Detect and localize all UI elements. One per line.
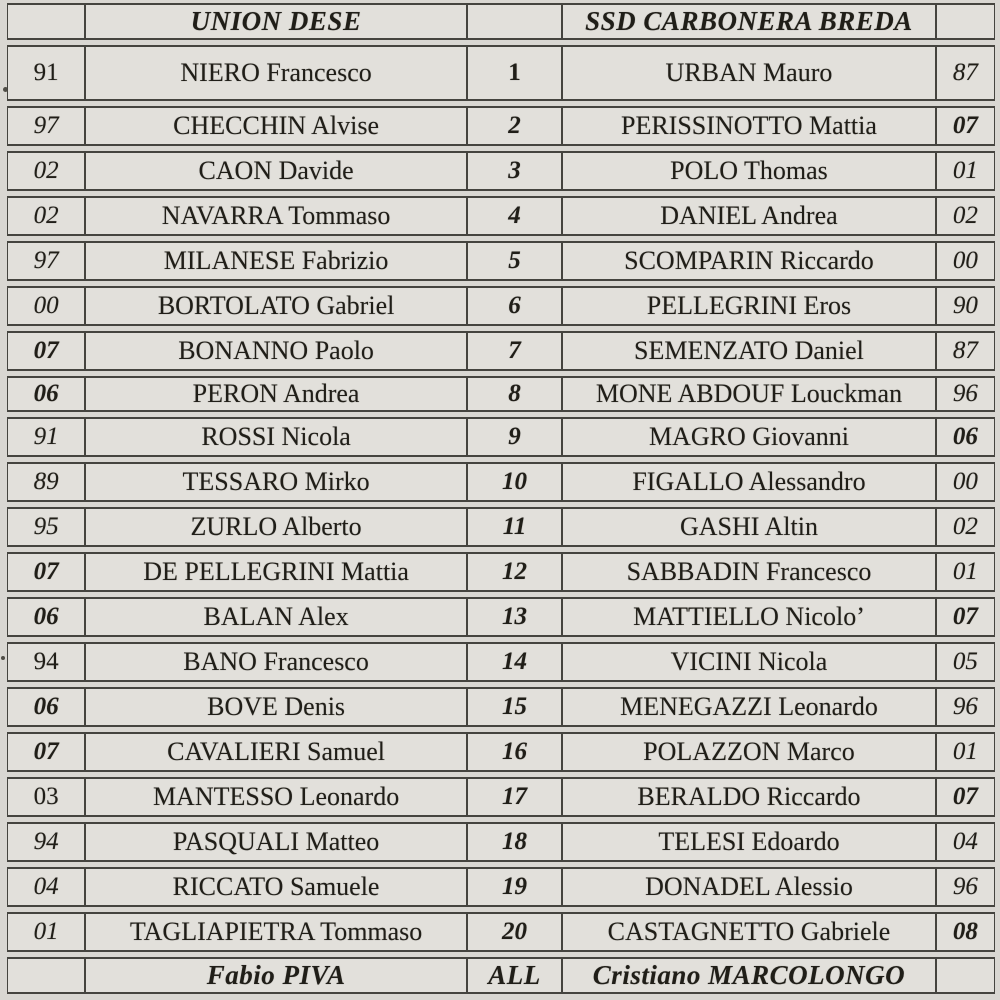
right-player-cell: DANIEL Andrea <box>562 196 936 236</box>
left-player-cell: TAGLIAPIETRA Tommaso <box>85 912 467 952</box>
right-year-cell: 01 <box>936 552 995 592</box>
right-year-cell: 00 <box>936 241 995 281</box>
left-year-cell: 00 <box>7 286 85 326</box>
table-row <box>7 417 995 457</box>
shirt-number-cell: 11 <box>467 507 562 547</box>
right-player-cell: SEMENZATO Daniel <box>562 331 936 371</box>
shirt-number-cell: 13 <box>467 597 562 637</box>
table-row <box>7 376 995 412</box>
left-year-cell: 02 <box>7 196 85 236</box>
shirt-number-cell: 5 <box>467 241 562 281</box>
table-row <box>7 106 995 146</box>
header-empty-left-cell <box>7 3 85 40</box>
table-row <box>7 462 995 502</box>
right-year-cell: 08 <box>936 912 995 952</box>
home-coach-cell: Fabio PIVA <box>85 957 467 994</box>
shirt-number-cell: 20 <box>467 912 562 952</box>
right-year-cell: 90 <box>936 286 995 326</box>
right-player-cell: MONE ABDOUF Louckman <box>562 376 936 412</box>
shirt-number-cell: 9 <box>467 417 562 457</box>
right-player-cell: PERISSINOTTO Mattia <box>562 106 936 146</box>
left-player-cell: NAVARRA Tommaso <box>85 196 467 236</box>
left-player-cell: PASQUALI Matteo <box>85 822 467 862</box>
shirt-number-cell: 2 <box>467 106 562 146</box>
right-year-cell: 05 <box>936 642 995 682</box>
right-year-cell: 02 <box>936 196 995 236</box>
table-row <box>7 732 995 772</box>
table-row <box>7 552 995 592</box>
right-player-cell: MAGRO Giovanni <box>562 417 936 457</box>
shirt-number-cell: 8 <box>467 376 562 412</box>
table-row <box>7 286 995 326</box>
left-player-cell: PERON Andrea <box>85 376 467 412</box>
right-player-cell: POLAZZON Marco <box>562 732 936 772</box>
left-year-cell: 02 <box>7 151 85 191</box>
left-player-cell: MILANESE Fabrizio <box>85 241 467 281</box>
left-player-cell: RICCATO Samuele <box>85 867 467 907</box>
left-year-cell: 07 <box>7 552 85 592</box>
shirt-number-cell: 12 <box>467 552 562 592</box>
header-empty-right-cell <box>936 3 995 40</box>
left-year-cell: 06 <box>7 376 85 412</box>
left-year-cell: 03 <box>7 777 85 817</box>
away-team-header: SSD CARBONERA BREDA <box>562 3 936 40</box>
left-year-cell: 97 <box>7 241 85 281</box>
left-player-cell: ZURLO Alberto <box>85 507 467 547</box>
right-player-cell: VICINI Nicola <box>562 642 936 682</box>
table-row <box>7 241 995 281</box>
roster-table-body <box>7 45 995 952</box>
left-year-cell: 89 <box>7 462 85 502</box>
right-player-cell: POLO Thomas <box>562 151 936 191</box>
right-player-cell: TELESI Edoardo <box>562 822 936 862</box>
table-row <box>7 196 995 236</box>
left-player-cell: ROSSI Nicola <box>85 417 467 457</box>
table-row <box>7 912 995 952</box>
right-year-cell: 02 <box>936 507 995 547</box>
footer-empty-left-cell <box>7 957 85 994</box>
table-row <box>7 507 995 547</box>
right-player-cell: SABBADIN Francesco <box>562 552 936 592</box>
scan-speck <box>1 656 5 660</box>
left-player-cell: BALAN Alex <box>85 597 467 637</box>
right-player-cell: CASTAGNETTO Gabriele <box>562 912 936 952</box>
left-player-cell: NIERO Francesco <box>85 45 467 101</box>
left-year-cell: 97 <box>7 106 85 146</box>
left-player-cell: CAVALIERI Samuel <box>85 732 467 772</box>
shirt-number-cell: 1 <box>467 45 562 101</box>
right-year-cell: 07 <box>936 777 995 817</box>
shirt-number-cell: 6 <box>467 286 562 326</box>
table-row <box>7 687 995 727</box>
right-year-cell: 04 <box>936 822 995 862</box>
left-player-cell: TESSARO Mirko <box>85 462 467 502</box>
right-year-cell: 07 <box>936 106 995 146</box>
right-player-cell: BERALDO Riccardo <box>562 777 936 817</box>
left-year-cell: 91 <box>7 45 85 101</box>
left-year-cell: 06 <box>7 597 85 637</box>
shirt-number-cell: 14 <box>467 642 562 682</box>
shirt-number-cell: 3 <box>467 151 562 191</box>
shirt-number-cell: 17 <box>467 777 562 817</box>
right-year-cell: 87 <box>936 331 995 371</box>
left-player-cell: BORTOLATO Gabriel <box>85 286 467 326</box>
header-empty-center-cell <box>467 3 562 40</box>
shirt-number-cell: 15 <box>467 687 562 727</box>
table-row <box>7 867 995 907</box>
left-year-cell: 04 <box>7 867 85 907</box>
left-player-cell: CAON Davide <box>85 151 467 191</box>
right-year-cell: 01 <box>936 732 995 772</box>
shirt-number-cell: 4 <box>467 196 562 236</box>
footer-empty-right-cell <box>936 957 995 994</box>
shirt-number-cell: 19 <box>467 867 562 907</box>
left-year-cell: 07 <box>7 331 85 371</box>
right-player-cell: MATTIELLO Nicolo’ <box>562 597 936 637</box>
right-year-cell: 96 <box>936 687 995 727</box>
shirt-number-cell: 18 <box>467 822 562 862</box>
table-row <box>7 822 995 862</box>
table-row <box>7 642 995 682</box>
left-year-cell: 94 <box>7 642 85 682</box>
right-year-cell: 96 <box>936 867 995 907</box>
right-year-cell: 96 <box>936 376 995 412</box>
left-year-cell: 01 <box>7 912 85 952</box>
table-row <box>7 597 995 637</box>
left-player-cell: BOVE Denis <box>85 687 467 727</box>
left-year-cell: 06 <box>7 687 85 727</box>
right-year-cell: 00 <box>936 462 995 502</box>
table-row <box>7 331 995 371</box>
right-player-cell: PELLEGRINI Eros <box>562 286 936 326</box>
shirt-number-cell: 10 <box>467 462 562 502</box>
shirt-number-cell: 16 <box>467 732 562 772</box>
left-year-cell: 91 <box>7 417 85 457</box>
right-player-cell: GASHI Altin <box>562 507 936 547</box>
away-coach-cell: Cristiano MARCOLONGO <box>562 957 936 994</box>
left-player-cell: CHECCHIN Alvise <box>85 106 467 146</box>
right-player-cell: FIGALLO Alessandro <box>562 462 936 502</box>
right-player-cell: SCOMPARIN Riccardo <box>562 241 936 281</box>
left-player-cell: DE PELLEGRINI Mattia <box>85 552 467 592</box>
header-row <box>7 3 995 40</box>
left-player-cell: BONANNO Paolo <box>85 331 467 371</box>
left-player-cell: BANO Francesco <box>85 642 467 682</box>
right-player-cell: DONADEL Alessio <box>562 867 936 907</box>
table-row <box>7 151 995 191</box>
left-player-cell: MANTESSO Leonardo <box>85 777 467 817</box>
home-team-header: UNION DESE <box>85 3 467 40</box>
right-player-cell: URBAN Mauro <box>562 45 936 101</box>
footer-row <box>7 957 995 994</box>
right-year-cell: 06 <box>936 417 995 457</box>
right-year-cell: 07 <box>936 597 995 637</box>
right-year-cell: 87 <box>936 45 995 101</box>
table-row <box>7 777 995 817</box>
left-year-cell: 95 <box>7 507 85 547</box>
left-year-cell: 94 <box>7 822 85 862</box>
coach-label-cell: ALL <box>467 957 562 994</box>
table-row <box>7 45 995 101</box>
left-year-cell: 07 <box>7 732 85 772</box>
right-year-cell: 01 <box>936 151 995 191</box>
match-roster-table <box>7 0 995 999</box>
right-player-cell: MENEGAZZI Leonardo <box>562 687 936 727</box>
shirt-number-cell: 7 <box>467 331 562 371</box>
